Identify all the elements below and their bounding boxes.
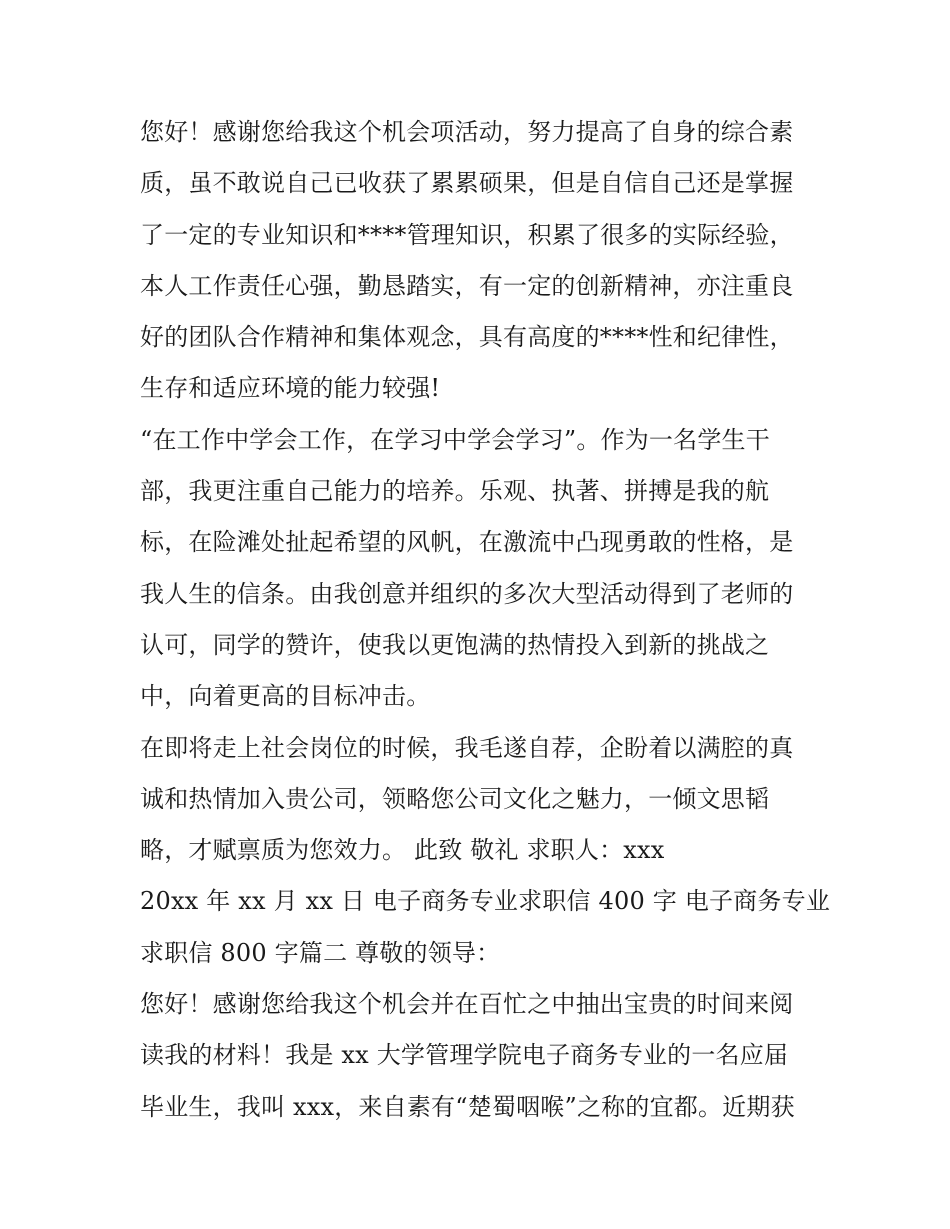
text-line: 好的团队合作精神和集体观念，具有高度的****性和纪律性， [140,323,794,352]
text-line: “在工作中学会工作，在学习中学会学习”。作为一名学生干 [140,425,770,454]
text-line: 本人工作责任心强，勤恳踏实，有一定的创新精神，亦注重良 [140,271,794,300]
text-line: 诚和热情加入贵公司，领略您公司文化之魅力，一倾文思韬 [140,784,770,813]
text-line: 中，向着更高的目标冲击。 [140,682,431,711]
text-line: 部，我更注重自己能力的培养。乐观、执著、拼搏是我的航 [140,477,770,506]
text-line: 略，才赋禀质为您效力。 此致 敬礼 求职人：xxx [140,836,665,865]
text-line: 毕业生，我叫 xxx，来自素有“楚蜀咽喉”之称的宜都。近期获 [140,1092,795,1121]
letter-body [140,107,830,1133]
text-line: 我人生的信条。由我创意并组织的多次大型活动得到了老师的 [140,579,794,608]
text-line: 求职信 800 字篇二 尊敬的领导： [140,938,501,967]
text-line: 20xx 年 xx 月 xx 日 电子商务专业求职信 400 字 电子商务专业 [140,887,830,916]
text-line: 标，在险滩处扯起希望的风帆，在激流中凸现勇敢的性格，是 [140,528,794,557]
text-line: 了一定的专业知识和****管理知识，积累了很多的实际经验， [140,220,794,249]
text-line: 生存和适应环境的能力较强! [140,374,441,403]
text-line: 读我的材料！我是 xx 大学管理学院电子商务专业的一名应届 [140,1041,789,1070]
text-line: 在即将走上社会岗位的时候，我毛遂自荐，企盼着以满腔的真 [140,733,794,762]
text-line: 您好！感谢您给我这个机会并在百忙之中抽出宝贵的时间来阅 [140,990,794,1019]
text-line: 质，虽不敢说自己已收获了累累硕果，但是自信自己还是掌握 [140,169,794,198]
text-line: 您好！感谢您给我这个机会项活动，努力提高了自身的综合素 [140,118,794,146]
text-line: 认可，同学的赞许，使我以更饱满的热情投入到新的挑战之 [140,630,770,659]
